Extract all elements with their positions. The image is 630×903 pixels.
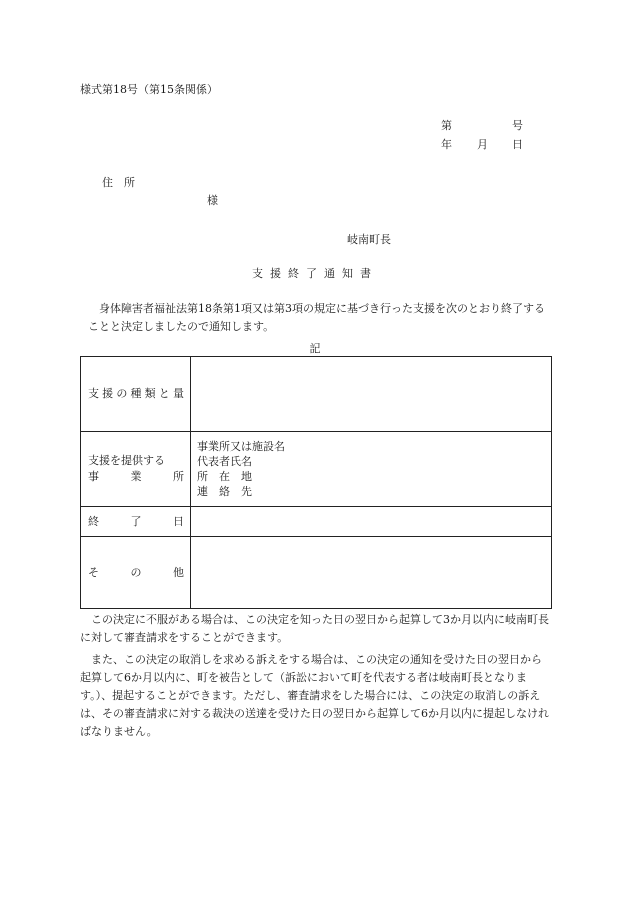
- value-other: [191, 537, 552, 609]
- field-location: 所 在 地: [197, 470, 252, 483]
- value-end-date: [191, 507, 552, 537]
- label-other-char-1: そ: [88, 565, 99, 579]
- number-prefix: 第: [441, 119, 452, 132]
- field-contact: 連 絡 先: [197, 485, 252, 498]
- label-provider-line2: [88, 469, 184, 485]
- form-reference: 様式第18号（第15条関係）: [80, 83, 218, 96]
- label-support-type-text: 支 援 の 種 類 と 量: [88, 387, 184, 400]
- row-other: [81, 537, 552, 609]
- value-provider: [191, 432, 552, 507]
- value-support-type: [191, 357, 552, 432]
- support-table: [80, 356, 552, 609]
- label-other: [81, 537, 191, 609]
- date-year: 年: [441, 138, 452, 151]
- field-representative: 代表者氏名: [197, 455, 252, 468]
- label-provider-char-1: 事: [88, 470, 99, 483]
- document-title: 支援終了通知書: [252, 267, 378, 280]
- date-day: 日: [512, 138, 523, 151]
- appeal-note: この決定に不服がある場合は、この決定を知った日の翌日から起算して3か月以内に岐南町長に対して審査請求をすることができます。: [80, 613, 549, 644]
- number-suffix: 号: [512, 119, 523, 132]
- label-end-date-char-3: 日: [173, 514, 184, 528]
- label-other-chars: [88, 565, 184, 581]
- field-facility-name: 事業所又は施設名: [197, 440, 285, 453]
- label-end-date-char-1: 終: [88, 514, 99, 528]
- label-provider-char-2: 業: [130, 470, 142, 483]
- label-other-char-3: 他: [173, 565, 184, 579]
- label-provider-char-3: 所: [173, 470, 184, 483]
- ki-heading: 記: [309, 342, 321, 355]
- label-other-char-2: の: [130, 565, 142, 579]
- row-end-date: [81, 507, 552, 537]
- row-provider: [81, 432, 552, 507]
- label-end-date-char-2: 了: [130, 514, 142, 528]
- label-provider-line1: 支援を提供する: [88, 454, 165, 467]
- label-end-date: [81, 507, 191, 537]
- lawsuit-note: また、この決定の取消しを求める訴えをする場合は、この決定の通知を受けた日の翌日から起算して6か月以内に、町を被告として（訴訟において町を代表する者は岐南町長となります。）、提起することができます。ただし、審査請求をした場合には、この決定の取消しの訴えは、その審査請求に対する裁決の送達を受けた日の翌日から起算して6か月以内に提起しなければなりません。: [80, 653, 549, 738]
- recipient-honorific: 様: [207, 194, 218, 207]
- label-end-date-chars: [88, 514, 184, 530]
- label-provider: [81, 432, 191, 507]
- issuer-name: 岐南町長: [347, 233, 391, 246]
- row-support-type: [81, 357, 552, 432]
- date-month: 月: [477, 138, 488, 151]
- label-support-type: [81, 357, 191, 432]
- recipient-address-label: 住 所: [102, 176, 135, 189]
- intro-paragraph: 身体障害者福祉法第18条第1項又は第3項の規定に基づき行った支援を次のとおり終了することと決定しましたので通知します。: [88, 302, 545, 333]
